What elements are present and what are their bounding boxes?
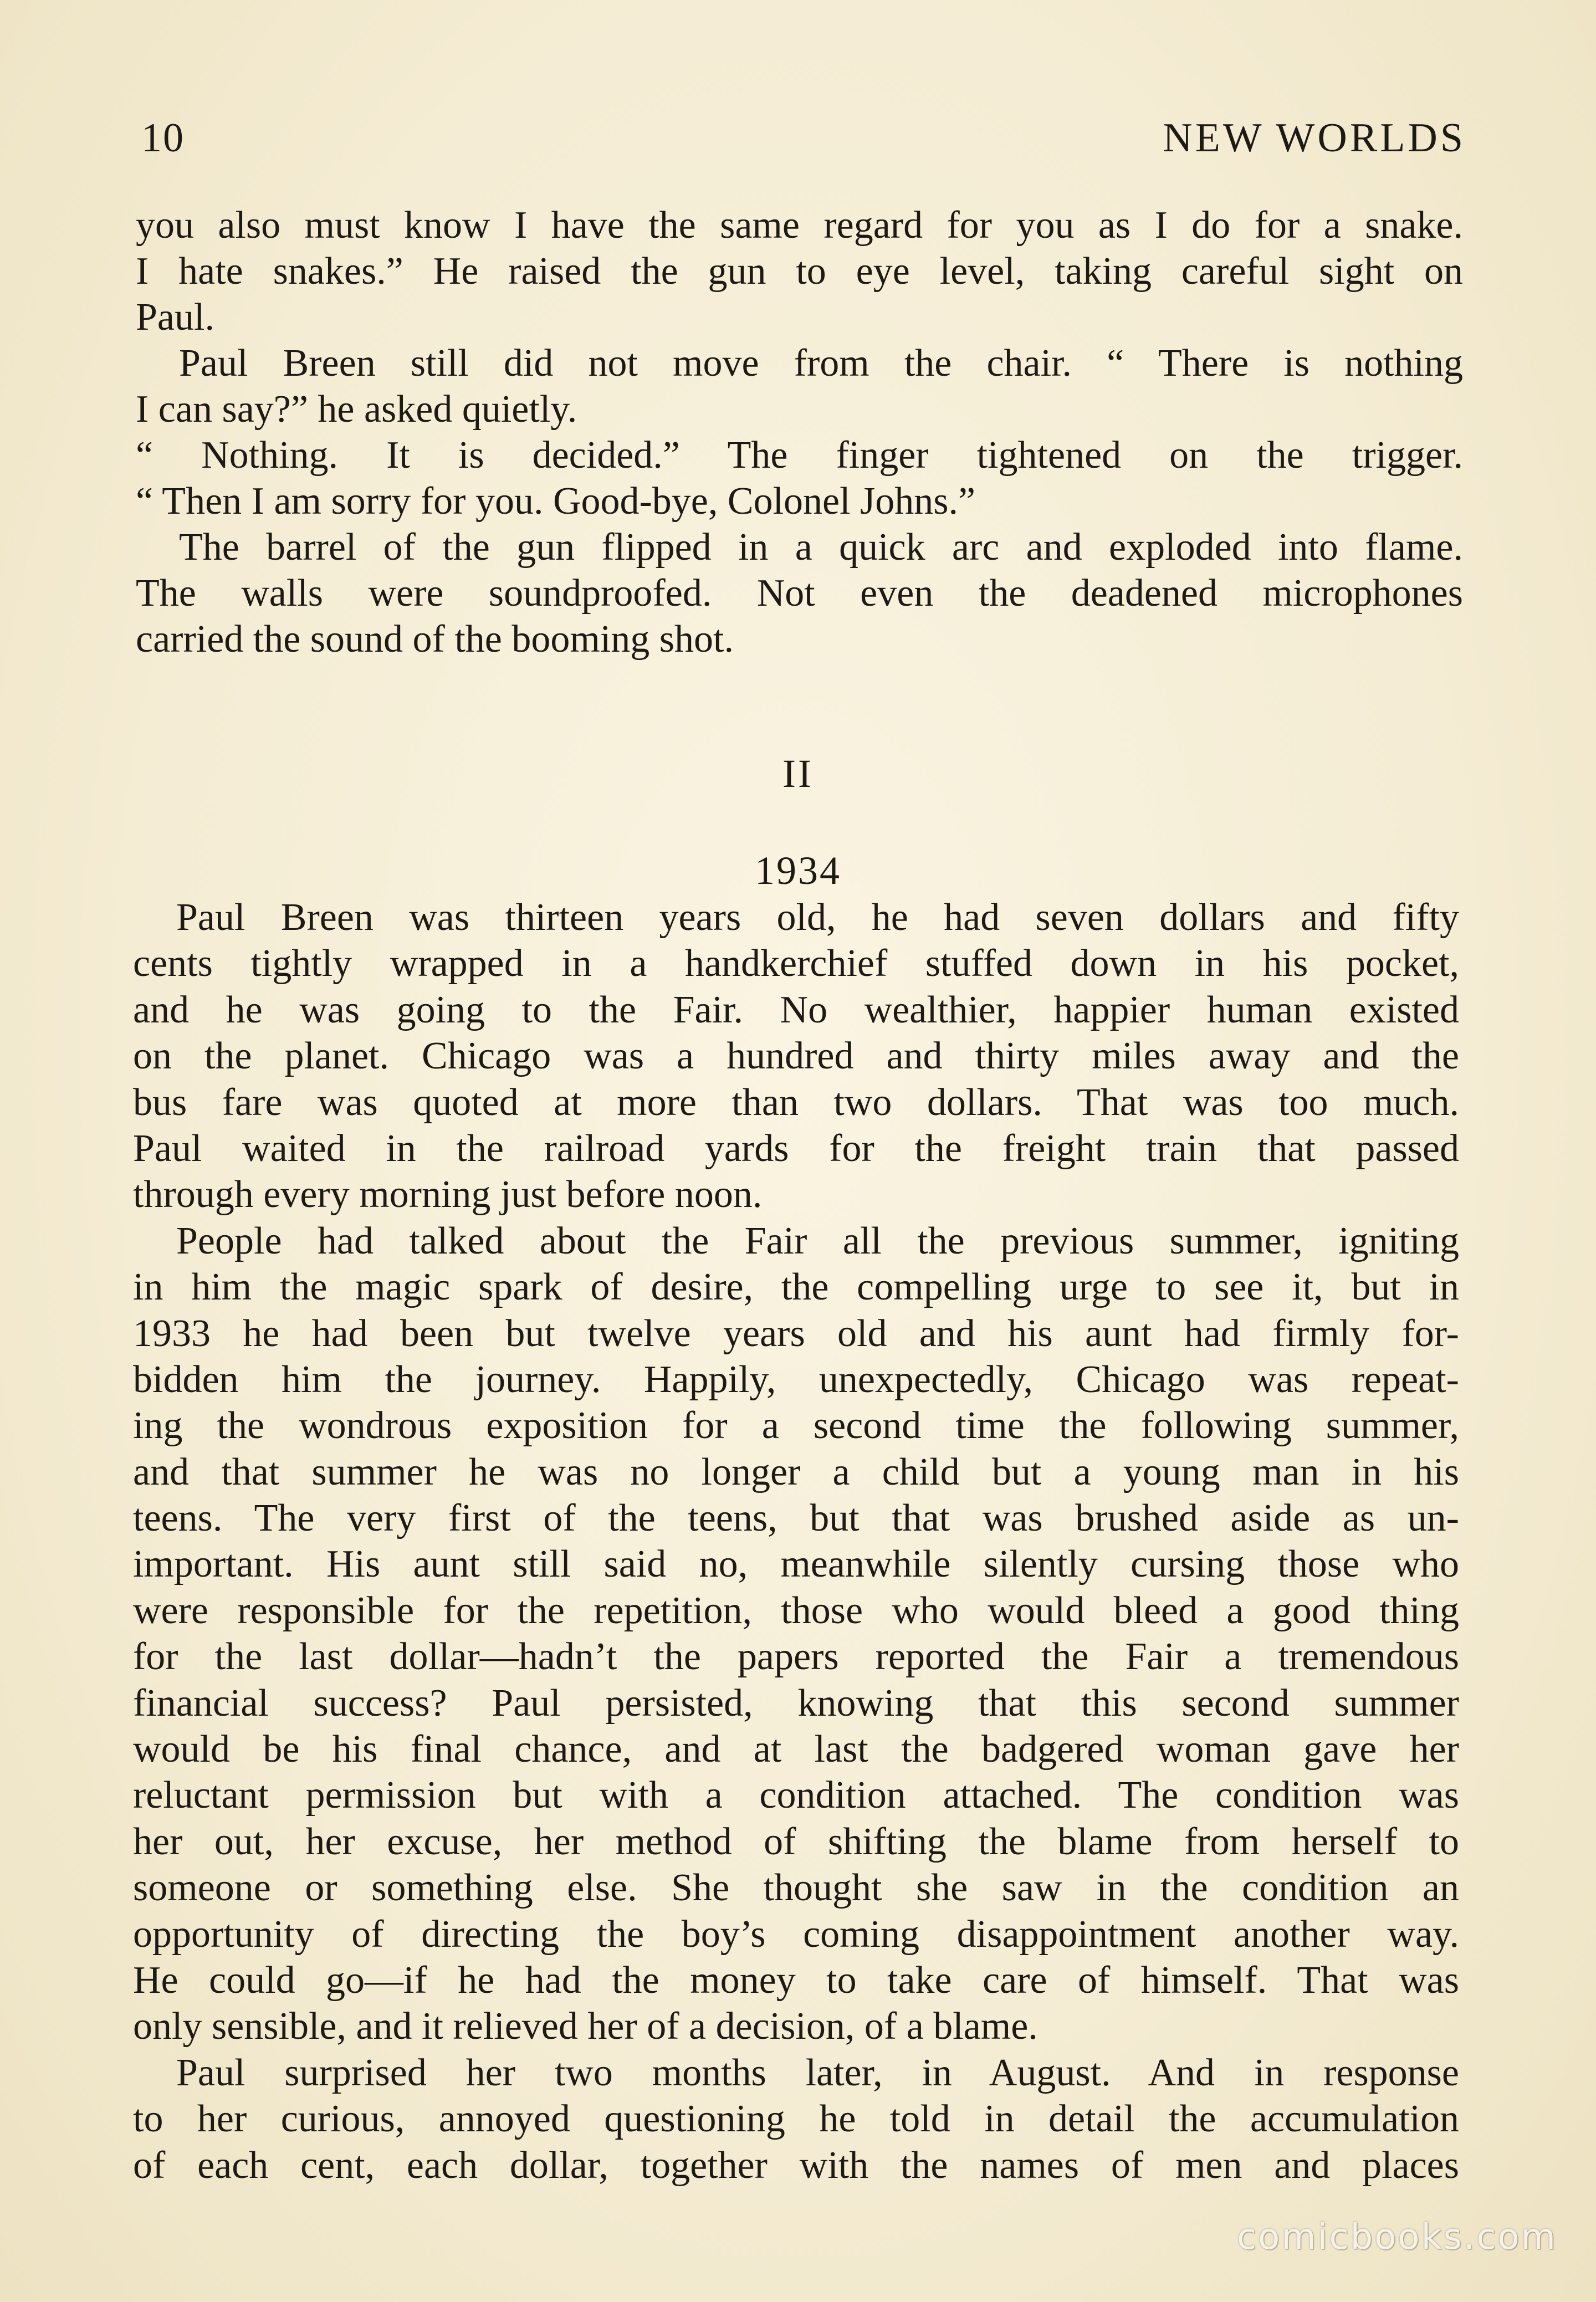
text-line: “ Then I am sorry for you. Good-bye, Colonel Johns.” (136, 480, 976, 523)
text-line: The barrel of the gun flipped in a quick arc and exploded into flame. (179, 526, 1463, 569)
text-line: teens. The very first of the teens, but that was brushed aside as un- (133, 1497, 1459, 1540)
running-head (141, 108, 1466, 169)
running-title: NEW WORLDS (1163, 115, 1466, 161)
text-line: People had talked about the Fair all the previous summer, igniting (176, 1219, 1459, 1262)
text-line: were responsible for the repetition, those who would bleed a good thing (133, 1589, 1459, 1632)
text-line: ing the wondrous exposition for a second time the following summer, (133, 1404, 1459, 1447)
watermark: comicbooks.com (1236, 2217, 1557, 2258)
text-line: only sensible, and it relieved her of a decision, of a blame. (133, 2005, 1038, 2048)
text-line: and that summer he was no longer a child but a young man in his (133, 1450, 1459, 1493)
text-line: financial success? Paul persisted, knowing that this second summer (133, 1681, 1459, 1725)
text-line: bidden him the journey. Happily, unexpectedly, Chicago was repeat- (133, 1358, 1459, 1401)
text-line: bus fare was quoted at more than two dollars. That was too much. (133, 1081, 1459, 1124)
text-block-part-1 (136, 202, 1463, 662)
text-line: He could go—if he had the money to take care of himself. That was (133, 1958, 1459, 2002)
text-line: I hate snakes.” He raised the gun to eye level, taking careful sight on (136, 250, 1463, 293)
section-number: II (782, 751, 814, 796)
text-line: and he was going to the Fair. No wealthier, happier human existed (133, 988, 1459, 1031)
text-line: “ Nothing. It is decided.” The finger tightened on the trigger. (136, 434, 1463, 477)
text-line: her out, her excuse, her method of shifting the blame from herself to (133, 1820, 1459, 1863)
section-year: 1934 (755, 848, 841, 893)
text-line: Paul Breen still did not move from the chair. “ There is nothing (179, 342, 1463, 385)
text-line: carried the sound of the booming shot. (136, 618, 734, 661)
text-line: through every morning just before noon. (133, 1173, 763, 1216)
text-line: Paul. (136, 296, 214, 339)
text-line: Paul Breen was thirteen years old, he had seven dollars and fifty (176, 896, 1459, 939)
text-line: The walls were soundproofed. Not even the deadened microphones (136, 572, 1463, 615)
text-line: you also must know I have the same regard for you as I do for a snake. (136, 204, 1463, 247)
text-line: to her curious, annoyed questioning he told in detail the accumulation (133, 2098, 1459, 2141)
text-line: important. His aunt still said no, meanwhile silently cursing those who (133, 1543, 1459, 1586)
text-line: for the last dollar—hadn’t the papers reported the Fair a tremendous (133, 1635, 1459, 1679)
text-line: someone or something else. She thought she saw in the condition an (133, 1866, 1459, 1910)
text-line: cents tightly wrapped in a handkerchief stuffed down in his pocket, (133, 942, 1459, 985)
text-line: of each cent, each dollar, together with the names of men and places (133, 2144, 1459, 2187)
text-line: 1933 he had been but twelve years old and his aunt had firmly for- (133, 1312, 1459, 1355)
text-line: opportunity of directing the boy’s coming disappointment another way. (133, 1912, 1459, 1956)
page-number: 10 (141, 115, 185, 161)
text-block-part-2 (133, 894, 1459, 2188)
text-line: I can say?” he asked quietly. (136, 388, 577, 431)
text-line: on the planet. Chicago was a hundred and thirty miles away and the (133, 1035, 1459, 1078)
text-line: in him the magic spark of desire, the compelling urge to see it, but in (133, 1266, 1459, 1309)
text-line: Paul waited in the railroad yards for the freight train that passed (133, 1127, 1459, 1170)
text-line: would be his final chance, and at last the badgered woman gave her (133, 1728, 1459, 1771)
text-line: Paul surprised her two months later, in August. And in response (176, 2051, 1459, 2094)
text-line: reluctant permission but with a condition attached. The condition was (133, 1774, 1459, 1817)
